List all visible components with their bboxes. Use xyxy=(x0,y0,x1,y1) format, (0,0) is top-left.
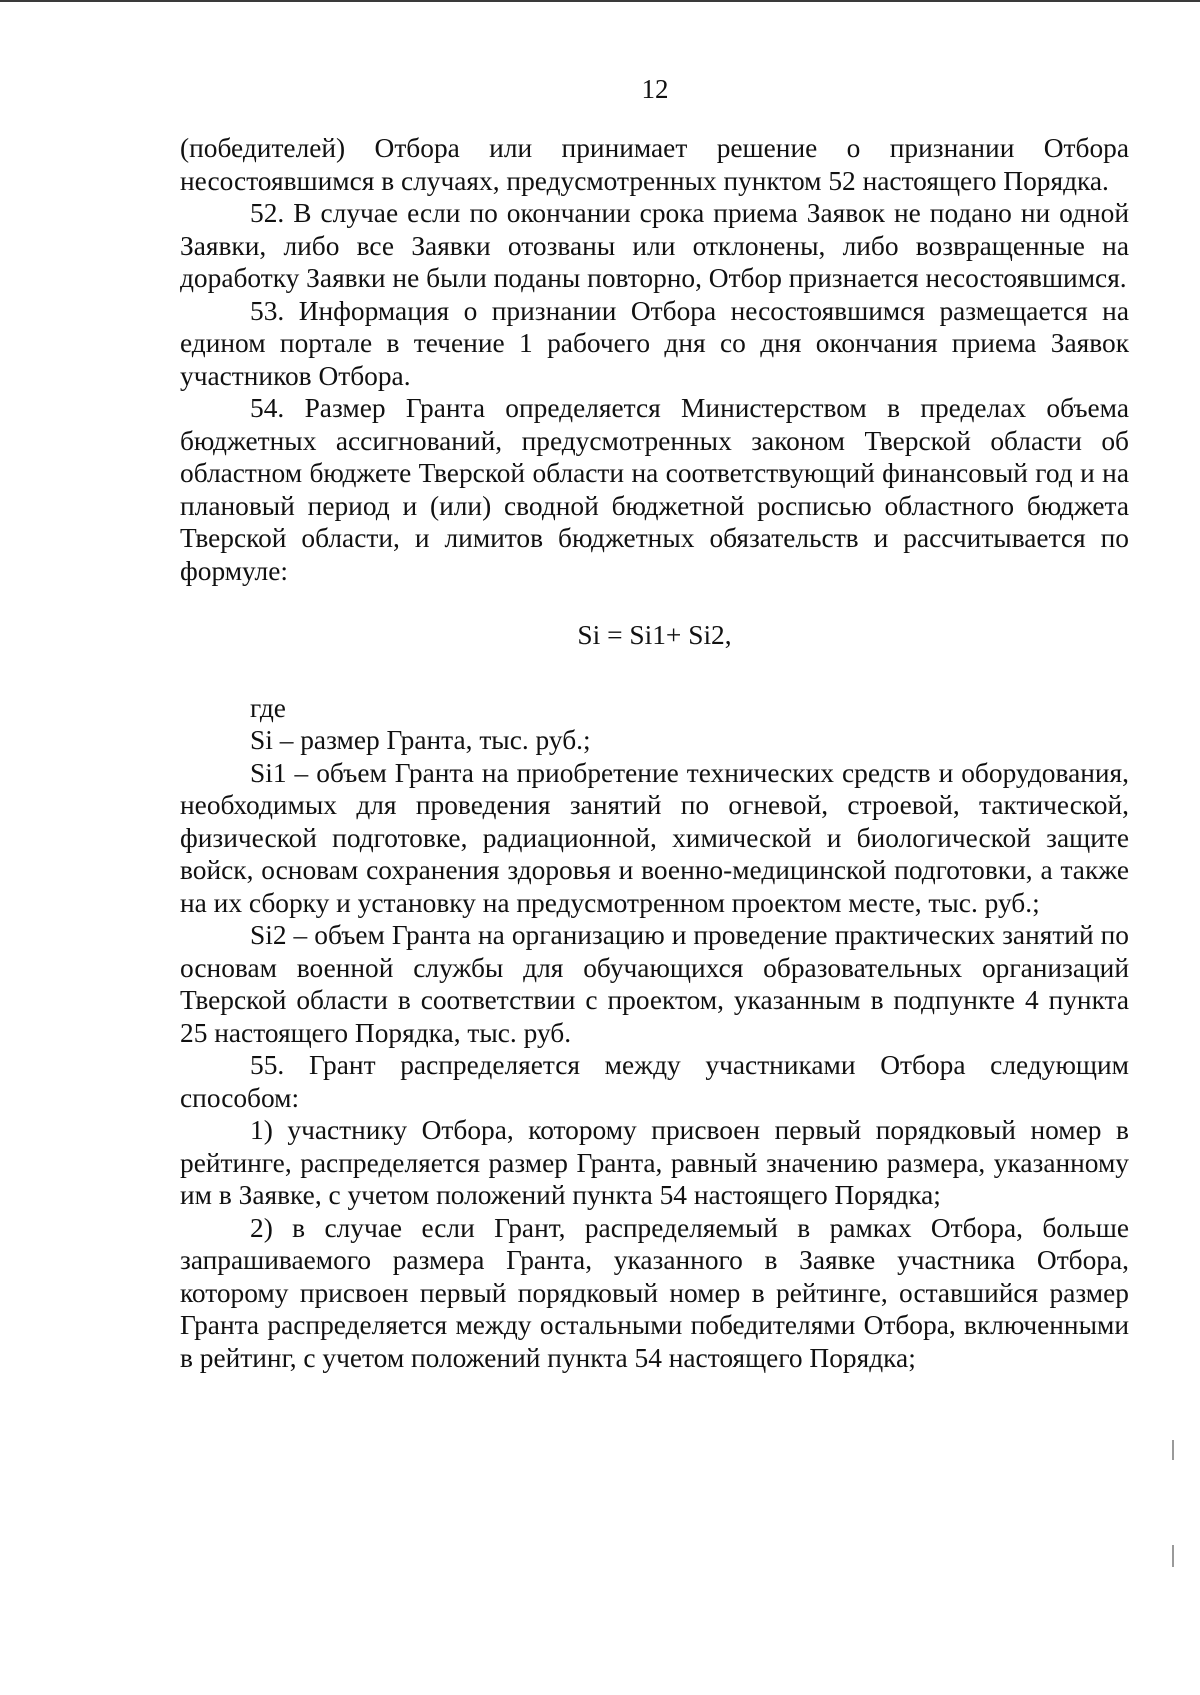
list-item-2: 2) в случае если Грант, распределяемый в рамках Отбора, больше запрашиваемого размера Гранта, указанного в Заявке участника Отбора, которому присвоен первый порядковый номер в рейтинге, оставшийся размер Гранта распределяется между остальными победителями Отбора, включенными в рейтинг, с учетом положений пункта 54 настоящего Порядка; xyxy=(180,1212,1129,1373)
list-item-1: 1) участнику Отбора, которому присвоен первый порядковый номер в рейтинге, распределяется размер Гранта, равный значению размера, указанному им в Заявке, с учетом положений пункта 54 настоящего Порядка; xyxy=(180,1115,1129,1210)
where-label: где xyxy=(250,692,286,723)
scan-mark xyxy=(1172,1440,1174,1460)
scan-edge xyxy=(0,0,1200,2)
paragraph-52: 52. В случае если по окончании срока приема Заявок не подано ни одной Заявки, либо все Заявки отозваны или отклонены, либо возвращенные на доработку Заявки не были поданы повторно, Отбор признается несостоявшимся. xyxy=(180,198,1129,293)
formula: Si = Si1+ Si2, xyxy=(577,620,732,650)
definition-si: Si – размер Гранта, тыс. руб.; xyxy=(250,725,591,755)
definition-si1: Si1 – объем Гранта на приобретение технических средств и оборудования, необходимых для проведения занятий по огневой, строевой, тактической, физической подготовке, радиационной, химической и биологической защите войск, основам сохранения здоровья и военно-медицинской подготовки, а также на их сборку и установку на предусмотренном проектом месте, тыс. руб.; xyxy=(180,757,1129,918)
definition-si2: Si2 – объем Гранта на организацию и проведение практических занятий по основам военной службы для обучающихся образовательных организаций Тверской области в соответствии с проектом, указанным в подпункте 4 пункта 25 настоящего Порядка, тыс. руб. xyxy=(180,920,1129,1048)
paragraph-continuation: (победителей) Отбора или принимает решение о признании Отбора несостоявшимся в случаях, предусмотренных пунктом 52 настоящего Порядка. xyxy=(180,133,1129,196)
paragraph-54: 54. Размер Гранта определяется Министерством в пределах объема бюджетных ассигнований, предусмотренных законом Тверской области об областном бюджете Тверской области на соответствующий финансовый год и на плановый период и (или) сводной бюджетной росписью областного бюджета Тверской области, и лимитов бюджетных обязательств и рассчитывается по формуле: xyxy=(180,393,1129,586)
page-number: 12 xyxy=(641,74,669,104)
paragraph-53: 53. Информация о признании Отбора несостоявшимся размещается на едином портале в течение 1 рабочего дня со дня окончания приема Заявок участников Отбора. xyxy=(180,295,1129,391)
scan-mark xyxy=(1172,1545,1174,1567)
paragraph-55: 55. Грант распределяется между участниками Отбора следующим способом: xyxy=(180,1050,1129,1113)
document-body xyxy=(180,132,1129,1374)
